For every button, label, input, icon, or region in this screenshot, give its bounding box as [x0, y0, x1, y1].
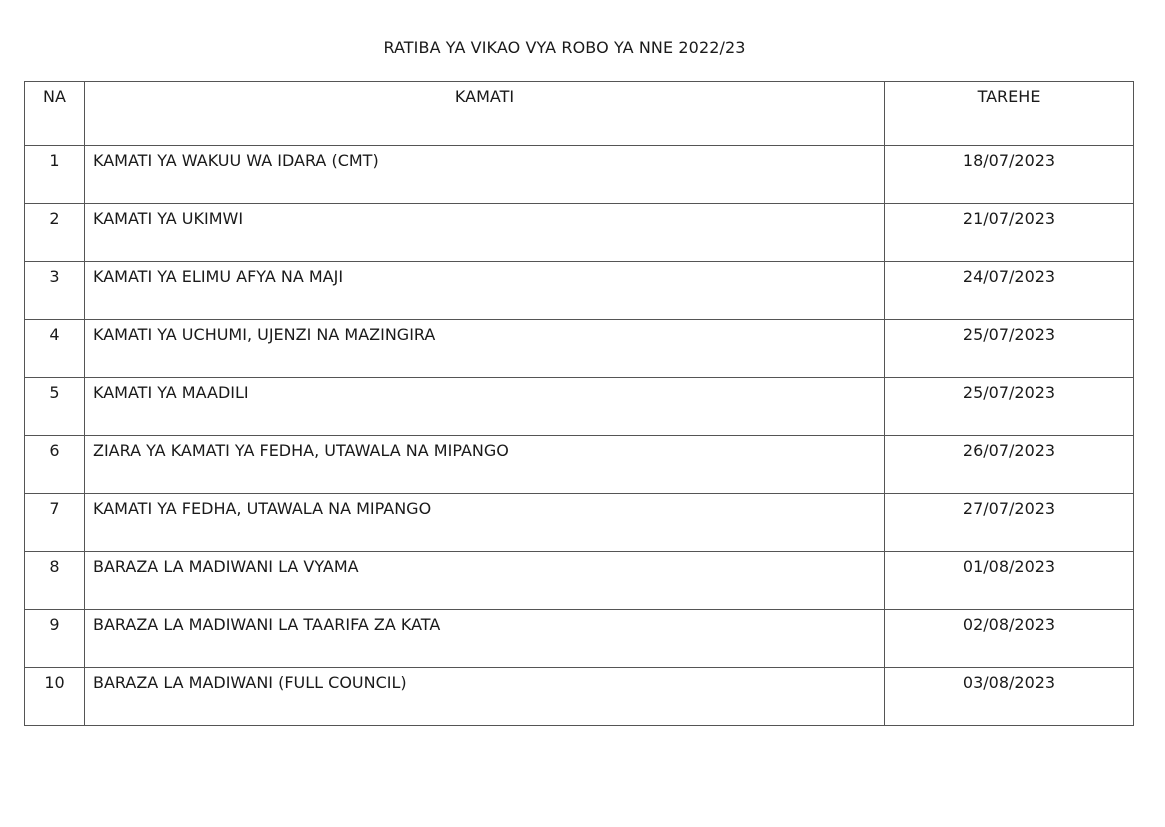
meeting-date: 24/07/2023 [885, 262, 1134, 320]
table-row [25, 552, 1134, 610]
meeting-date: 26/07/2023 [885, 436, 1134, 494]
table-row [25, 204, 1134, 262]
header-kamati: KAMATI [85, 82, 885, 146]
row-number: 10 [25, 668, 85, 726]
committee-name: KAMATI YA UKIMWI [85, 204, 885, 262]
table-row [25, 494, 1134, 552]
row-number: 8 [25, 552, 85, 610]
meeting-date: 27/07/2023 [885, 494, 1134, 552]
meeting-date: 25/07/2023 [885, 320, 1134, 378]
table-row [25, 146, 1134, 204]
row-number: 6 [25, 436, 85, 494]
table-row [25, 668, 1134, 726]
row-number: 3 [25, 262, 85, 320]
row-number: 5 [25, 378, 85, 436]
page-title: RATIBA YA VIKAO VYA ROBO YA NNE 2022/23 [383, 38, 746, 57]
committee-name: BARAZA LA MADIWANI (FULL COUNCIL) [85, 668, 885, 726]
header-na: NA [25, 82, 85, 146]
table-row [25, 320, 1134, 378]
row-number: 2 [25, 204, 85, 262]
schedule-table [24, 81, 1134, 726]
table-row [25, 436, 1134, 494]
committee-name: KAMATI YA ELIMU AFYA NA MAJI [85, 262, 885, 320]
row-number: 7 [25, 494, 85, 552]
table-header-row [25, 82, 1134, 146]
committee-name: KAMATI YA UCHUMI, UJENZI NA MAZINGIRA [85, 320, 885, 378]
meeting-date: 03/08/2023 [885, 668, 1134, 726]
table-row [25, 378, 1134, 436]
row-number: 1 [25, 146, 85, 204]
committee-name: ZIARA YA KAMATI YA FEDHA, UTAWALA NA MIPANGO [85, 436, 885, 494]
row-number: 9 [25, 610, 85, 668]
meeting-date: 18/07/2023 [885, 146, 1134, 204]
committee-name: KAMATI YA WAKUU WA IDARA (CMT) [85, 146, 885, 204]
row-number: 4 [25, 320, 85, 378]
committee-name: BARAZA LA MADIWANI LA VYAMA [85, 552, 885, 610]
table-row [25, 610, 1134, 668]
meeting-date: 25/07/2023 [885, 378, 1134, 436]
meeting-date: 02/08/2023 [885, 610, 1134, 668]
header-tarehe: TAREHE [885, 82, 1134, 146]
committee-name: BARAZA LA MADIWANI LA TAARIFA ZA KATA [85, 610, 885, 668]
committee-name: KAMATI YA FEDHA, UTAWALA NA MIPANGO [85, 494, 885, 552]
meeting-date: 01/08/2023 [885, 552, 1134, 610]
committee-name: KAMATI YA MAADILI [85, 378, 885, 436]
meeting-date: 21/07/2023 [885, 204, 1134, 262]
table-row [25, 262, 1134, 320]
